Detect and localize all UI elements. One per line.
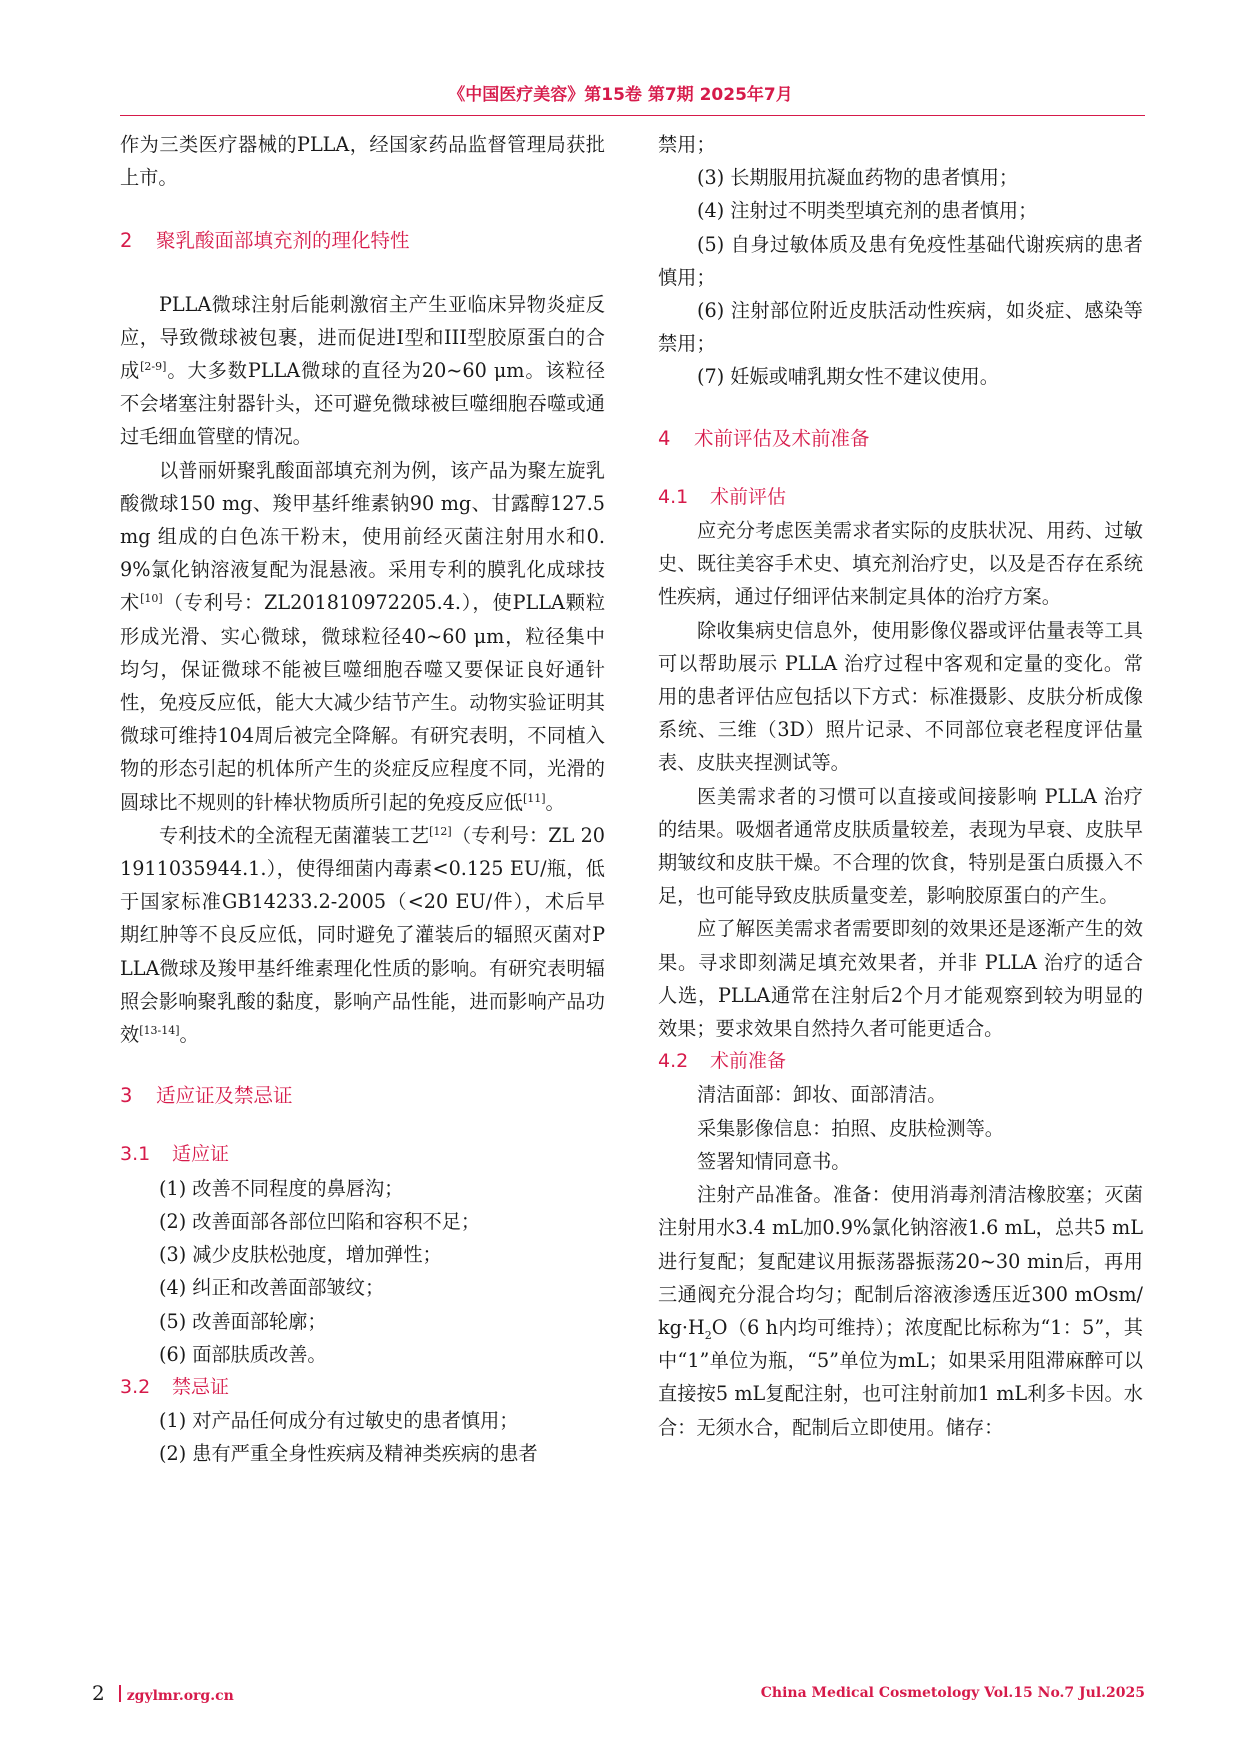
section-title: 适应证及禁忌证 <box>156 1084 293 1108</box>
list-item: (1) 改善不同程度的鼻唇沟； <box>159 1176 404 1200</box>
paragraph-assessment-1: 应充分考虑医美需求者实际的皮肤状况、用药、过敏史、既往美容手术史、填充剂治疗史，以及是否存在系统性疾病，通过仔细评估来制定具体的治疗方案。 <box>658 519 1143 609</box>
header-rule <box>120 115 1145 116</box>
paragraph-assessment-4: 应了解医美需求者需要即刻的效果还是逐渐产生的效果。寻求即刻满足填充效果者，并非 PLLA 治疗的适合人选，PLLA通常在注射后2个月才能观察到较为明显的效果；要求效果自然持久者可能更适合。 <box>658 917 1143 1041</box>
list-item: (6) 注射部位附近皮肤活动性疾病，如炎症、感染等禁用； <box>658 299 1143 356</box>
list-item: (4) 注射过不明类型填充剂的患者慎用； <box>697 199 1038 223</box>
footer-divider <box>119 1685 121 1702</box>
right-column <box>658 128 1143 1444</box>
subsection-number: 3.2 <box>120 1375 151 1398</box>
list-item: (5) 自身过敏体质及患有免疫性基础代谢疾病的患者慎用； <box>658 232 1143 289</box>
paragraph-assessment-3: 医美需求者的习惯可以直接或间接影响 PLLA 治疗的结果。吸烟者通常皮肤质量较差，表现为早衰、皮肤早期皱纹和皮肤干燥。不合理的饮食，特别是蛋白质摄入不足，也可能导致皮肤质量变差，影响胶原蛋白的产生。 <box>658 784 1143 908</box>
citation-ref: [13-14] <box>139 1024 180 1038</box>
subsection-4-1-heading <box>658 481 1143 514</box>
paragraph-assessment-2: 除收集病史信息外，使用影像仪器或评估量表等工具可以帮助展示 PLLA 治疗过程中客观和定量的变化。常用的患者评估应包括以下方式：标准摄影、皮肤分析成像系统、三维（3D）照片记录、不同部位衰老程度评估量表、皮肤夹捏测试等。 <box>658 618 1143 775</box>
list-item: 清洁面部：卸妆、面部清洁。 <box>697 1083 947 1107</box>
footer-left <box>92 1680 234 1706</box>
list-item: (7) 妊娠或哺乳期女性不建议使用。 <box>697 365 999 389</box>
subsection-title: 禁忌证 <box>172 1375 230 1398</box>
list-item: (3) 减少皮肤松弛度，增加弹性； <box>159 1243 442 1267</box>
section-title: 聚乳酸面部填充剂的理化特性 <box>156 229 410 253</box>
list-item: (5) 改善面部轮廓； <box>159 1309 327 1333</box>
section-number: 2 <box>120 229 133 253</box>
section-4-heading <box>658 422 1143 455</box>
subsection-4-2-heading <box>658 1045 1143 1078</box>
citation-ref: [2-9] <box>140 360 167 374</box>
subsection-3-2-heading <box>120 1371 605 1404</box>
citation-ref: [11] <box>522 791 546 805</box>
section-number: 4 <box>658 426 671 450</box>
subsection-title: 适应证 <box>172 1143 230 1166</box>
indications-list <box>120 1172 605 1371</box>
subscript: 2 <box>704 1328 712 1342</box>
list-item: (6) 面部肤质改善。 <box>159 1342 327 1366</box>
footer-citation: China Medical Cosmetology Vol.15 No.7 Jul.2025 <box>760 1685 1145 1701</box>
citation-ref: [12] <box>429 824 452 838</box>
journal-header: 《中国医疗美容》第15卷 第7期 2025年7月 <box>448 85 793 105</box>
page-number: 2 <box>92 1681 105 1705</box>
paragraph-physicochemical-1: PLLA微球注射后能刺激宿主产生亚临床异物炎症反应，导致微球被包裹，进而促进I型和III型胶原蛋白的合成[2-9]。大多数PLLA微球的直径为20~60 μm。该粒径不会堵塞注射器针头，还可避免微球被巨噬细胞吞噬或通过毛细血管壁的情况。 <box>120 292 606 449</box>
subsection-number: 4.2 <box>658 1050 689 1073</box>
journal-website-link[interactable]: zgylmr.org.cn <box>126 1688 234 1704</box>
list-item: (2) 改善面部各部位凹陷和容积不足； <box>159 1209 481 1233</box>
paragraph-product-preparation: 注射产品准备。准备：使用消毒剂清洁橡胶塞；灭菌注射用水3.4 mL加0.9%氯化钠溶液1.6 mL，总共5 mL进行复配；复配建议用振荡器振荡20~30 min后，再用三通阀充分混合均匀；配制后溶液渗透压近300 mOsm/$kg\cdot H_2O(6$ h内均可维持）；浓度配比标称为“1：5”，其中“1”单位为瓶，“5”单位为mL；如果采用阻滞麻醉可以直接按5 mL复配注射，也可注射前加1 mL利多卡因。水合：无须水合，配制后立即使用。储存： <box>658 1183 1143 1439</box>
section-2-heading <box>120 224 605 257</box>
list-item: (3) 长期服用抗凝血药物的患者慎用； <box>697 166 1019 190</box>
list-item: 采集影像信息：拍照、皮肤检测等。 <box>697 1116 1004 1140</box>
paragraph-physicochemical-2: 以普丽妍聚乳酸面部填充剂为例，该产品为聚左旋乳酸微球150 mg、羧甲基纤维素钠90 mg、甘露醇127.5 mg 组成的白色冻干粉末，使用前经灭菌注射用水和0.9%氯化钠溶液复配为混悬液。采用专利的膜乳化成球技术[10]（专利号：ZL201810972205.4.），使PLLA颗粒形成光滑、实心微球，微球粒径40~60 μm，粒径集中均匀，保证微球不能被巨噬细胞吞噬又要保证良好通针性，免疫反应低，能大大减少结节产生。动物实验证明其微球可维持104周后被完全降解。有研究表明，不同植入物的形态引起的机体所产生的炎症反应程度不同，光滑的圆球比不规则的针棒状物质所引起的免疫反应低[11]。 <box>120 458 606 814</box>
list-item-continued: 禁用； <box>658 133 716 156</box>
paragraph-physicochemical-3: 专利技术的全流程无菌灌装工艺[12]（专利号：ZL 201911035944.1.），使得细菌内毒素<0.125 EU/瓶，低于国家标准GB14233.2-2005（<20 EU/件），术后早期红肿等不良反应低，同时避免了灌装后的辐照灭菌对PLLA微球及羧甲基纤维素理化性质的影响。有研究表明辐照会影响聚乳酸的黏度，影响产品性能，进而影响产品功效[13-14]。 <box>120 823 605 1047</box>
subsection-number: 4.1 <box>658 485 689 508</box>
intro-paragraph: 作为三类医疗器械的PLLA，经国家药品监督管理局获批上市。 <box>120 133 605 190</box>
section-number: 3 <box>120 1084 133 1108</box>
subsection-title: 术前评估 <box>710 485 787 508</box>
list-item: (2) 患有严重全身性疾病及精神类疾病的患者 <box>159 1442 538 1466</box>
list-item: (4) 纠正和改善面部皱纹； <box>159 1276 385 1300</box>
citation-ref: [10] <box>140 592 163 606</box>
subsection-title: 术前准备 <box>710 1050 787 1073</box>
list-item: 签署知情同意书。 <box>697 1149 851 1173</box>
section-title: 术前评估及术前准备 <box>694 426 870 450</box>
subsection-number: 3.1 <box>120 1143 151 1166</box>
subsection-3-1-heading <box>120 1138 605 1171</box>
list-item: (1) 对产品任何成分有过敏史的患者慎用； <box>159 1409 519 1433</box>
section-3-heading <box>120 1079 605 1112</box>
left-column <box>120 128 605 1471</box>
